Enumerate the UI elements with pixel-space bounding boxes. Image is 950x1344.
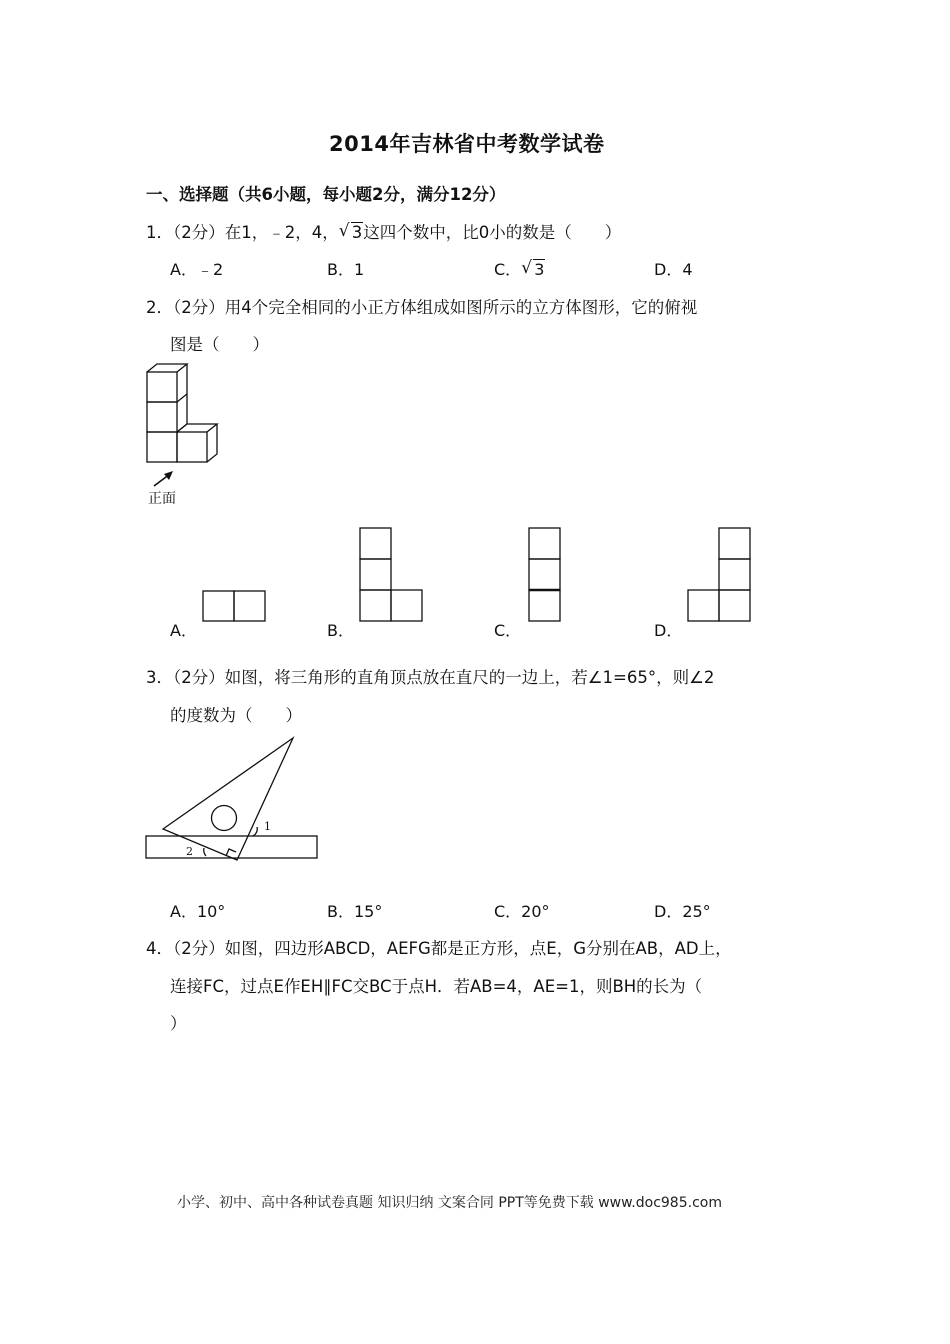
question-2-line-2: 图是（ ）: [170, 335, 269, 354]
angle-1-label: 1: [264, 820, 271, 833]
question-1: [146, 219, 621, 243]
q1-option-c[interactable]: [494, 257, 545, 280]
question-3-number: 3．: [146, 668, 173, 687]
q3-option-d[interactable]: D．25°: [654, 902, 711, 921]
question-2-text: （2分）用4个完全相同的小正方体组成如图所示的立方体图形，它的俯视: [173, 298, 698, 317]
triangle-ruler-figure: [140, 732, 325, 867]
question-1-text-before: （2分）在1，﹣2，4，: [173, 223, 339, 242]
question-4-line-3: ）: [170, 1014, 187, 1033]
question-2-line-1: [146, 294, 697, 318]
question-4-line-2: 连接FC，过点E作EH∥FC交BC于点H．若AB=4，AE=1，则BH的长为（: [170, 977, 703, 996]
q1-option-c-radicand: 3: [534, 260, 545, 279]
question-3-text: （2分）如图，将三角形的直角顶点放在直尺的一边上，若∠1=65°，则∠2: [173, 668, 715, 687]
q1-option-d[interactable]: D．4: [654, 260, 693, 279]
q2-option-b[interactable]: B．: [327, 621, 354, 640]
q2-option-a-figure: [202, 590, 266, 622]
question-1-text-after: 这四个数中，比0小的数是（ ）: [363, 223, 622, 242]
q1-option-a[interactable]: A．﹣2: [170, 260, 224, 279]
q3-option-c[interactable]: C．20°: [494, 902, 550, 921]
question-4-number: 4．: [146, 939, 173, 958]
sqrt-symbol: √ 3: [521, 258, 545, 279]
q2-option-c[interactable]: C．: [494, 621, 522, 640]
q2-option-d[interactable]: D．: [654, 621, 683, 640]
question-1-number: 1．: [146, 223, 173, 242]
q3-option-b[interactable]: B．15°: [327, 902, 383, 921]
question-4-text: （2分）如图，四边形ABCD，AEFG都是正方形，点E，G分别在AB，AD上，: [173, 939, 732, 958]
q2-option-a[interactable]: A．: [170, 621, 197, 640]
question-3-line-2: 的度数为（ ）: [170, 706, 302, 725]
q1-option-b[interactable]: B．1: [327, 260, 365, 279]
question-4-line-1: [146, 935, 732, 959]
q2-option-b-figure: [359, 527, 423, 622]
question-2-number: 2．: [146, 298, 173, 317]
front-view-label: 正面: [148, 491, 176, 507]
page-title: 2014年吉林省中考数学试卷: [329, 132, 605, 156]
page-footer: 小学、初中、高中各种试卷真题 知识归纳 文案合同 PPT等免费下载 www.doc985.com: [177, 1195, 722, 1211]
q3-option-a[interactable]: A．10°: [170, 902, 226, 921]
sqrt-symbol: √ 3: [338, 221, 363, 242]
section-heading-choice: 一、选择题（共6小题，每小题2分，满分12分）: [146, 185, 506, 204]
sqrt-radicand: 3: [351, 223, 363, 242]
question-3-line-1: [146, 664, 714, 688]
q2-option-d-figure: [687, 527, 751, 622]
q1-option-c-prefix: C．: [494, 260, 522, 279]
q2-option-c-figure: [528, 527, 561, 622]
angle-2-label: 2: [186, 845, 193, 858]
